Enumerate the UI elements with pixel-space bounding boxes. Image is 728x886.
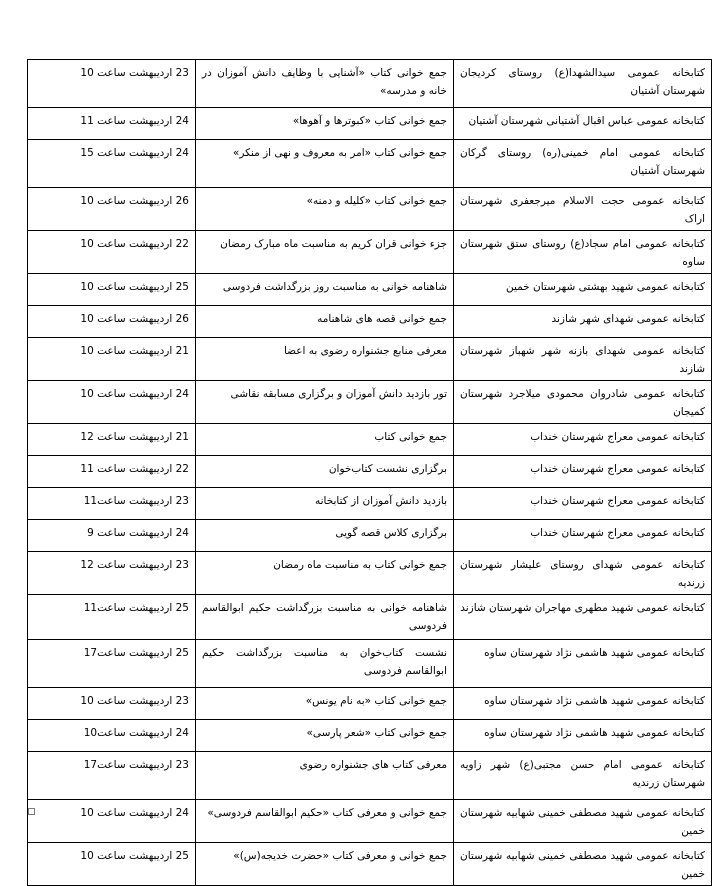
table-row xyxy=(28,488,712,520)
activity-cell: نشست کتاب‌خوان به مناسبت بزرگداشت حکیم ابوالقاسم فردوسی xyxy=(196,640,454,688)
library-cell: کتابخانه عمومی شهدای بازنه شهر شهباز شهرستان شازند xyxy=(454,338,712,381)
activity-cell: جمع خوانی قصه های شاهنامه xyxy=(196,306,454,338)
table-row xyxy=(28,188,712,231)
library-cell: کتابخانه عمومی سیدالشهدا(ع) روستای کردیجان شهرستان آشتیان xyxy=(454,60,712,108)
library-cell: کتابخانه عمومی شهید مصطفی خمینی شهابیه شهرستان خمین xyxy=(454,800,712,843)
date-cell: 24 اردیبهشت ساعت 10 xyxy=(28,381,196,424)
library-cell: کتابخانه عمومی شهید هاشمی نژاد شهرستان ساوه xyxy=(454,640,712,688)
date-cell: 23 اردیبهشت ساعت 10 xyxy=(28,688,196,720)
table-row xyxy=(28,274,712,306)
table-row xyxy=(28,108,712,140)
activity-cell: جمع خوانی کتاب «به نام یونس» xyxy=(196,688,454,720)
paragraph-mark-icon xyxy=(28,808,35,815)
date-cell: 25 اردیبهشت ساعت 10 xyxy=(28,274,196,306)
library-cell: کتابخانه عمومی شهید بهشتی شهرستان خمین xyxy=(454,274,712,306)
activity-cell: جمع خوانی و معرفی کتاب «حضرت خدیجه(س)» xyxy=(196,843,454,886)
library-cell: کتابخانه عمومی شهید هاشمی نژاد شهرستان ساوه xyxy=(454,720,712,752)
library-cell: کتابخانه عمومی شهید هاشمی نژاد شهرستان ساوه xyxy=(454,688,712,720)
library-cell: کتابخانه عمومی عباس اقبال آشتیانی شهرستان آشتیان xyxy=(454,108,712,140)
date-cell: 23 اردیبهشت ساعت 10 xyxy=(28,60,196,108)
table-row xyxy=(28,60,712,108)
table-row xyxy=(28,140,712,188)
library-cell: کتابخانه عمومی شهدای شهر شازند xyxy=(454,306,712,338)
table-row xyxy=(28,595,712,640)
date-cell: 23 اردیبهشت ساعت11 xyxy=(28,488,196,520)
date-cell: 22 اردیبهشت ساعت 10 xyxy=(28,231,196,274)
activity-cell: شاهنامه خوانی به مناسبت روز بزرگداشت فردوسی xyxy=(196,274,454,306)
activity-cell: بازدید دانش آموزان از کتابخانه xyxy=(196,488,454,520)
library-cell: کتابخانه عمومی شهید مصطفی خمینی شهابیه شهرستان خمین xyxy=(454,843,712,886)
activity-cell: جمع خوانی کتاب «کلیله و دمنه» xyxy=(196,188,454,231)
activity-cell: جمع خوانی کتاب «شعر پارسی» xyxy=(196,720,454,752)
table-row xyxy=(28,800,712,843)
activity-cell: شاهنامه خوانی به مناسبت بزرگداشت حکیم ابوالقاسم فردوسی xyxy=(196,595,454,640)
table-row xyxy=(28,338,712,381)
library-cell: کتابخانه عمومی امام حسن مجتبی(ع) شهر زاویه شهرستان زرندیه xyxy=(454,752,712,800)
table-row xyxy=(28,306,712,338)
activity-cell: برگزاری کلاس قصه گویی xyxy=(196,520,454,552)
table-row xyxy=(28,688,712,720)
activity-cell: جمع خوانی کتاب «کبوترها و آهوها» xyxy=(196,108,454,140)
library-cell: کتابخانه عمومی معراج شهرستان خنداب xyxy=(454,488,712,520)
activity-cell: تور بازدید دانش آموزان و برگزاری مسابقه نقاشی xyxy=(196,381,454,424)
activity-cell: معرفی کتاب های جشنواره رضوی xyxy=(196,752,454,800)
date-cell: 24 اردیبهشت ساعت 9 xyxy=(28,520,196,552)
date-cell: 23 اردیبهشت ساعت17 xyxy=(28,752,196,800)
library-cell: کتابخانه عمومی معراج شهرستان خنداب xyxy=(454,424,712,456)
date-cell: 24 اردیبهشت ساعت 15 xyxy=(28,140,196,188)
library-cell: کتابخانه عمومی امام خمینی(ره) روستای گرکان شهرستان آشتیان xyxy=(454,140,712,188)
library-cell: کتابخانه عمومی شهید مطهری مهاجران شهرستان شازند xyxy=(454,595,712,640)
date-cell: 21 اردیبهشت ساعت 10 xyxy=(28,338,196,381)
activity-cell: برگزاری نشست کتاب‌خوان xyxy=(196,456,454,488)
table-row xyxy=(28,520,712,552)
activity-cell: جزء خوانی قران کریم به مناسبت ماه مبارک رمضان xyxy=(196,231,454,274)
library-cell: کتابخانه عمومی معراج شهرستان خنداب xyxy=(454,456,712,488)
table-row xyxy=(28,424,712,456)
library-cell: کتابخانه عمومی معراج شهرستان خنداب xyxy=(454,520,712,552)
date-cell: 25 اردیبهشت ساعت11 xyxy=(28,595,196,640)
activity-cell: جمع خوانی و معرفی کتاب «حکیم ابوالقاسم فردوسی» xyxy=(196,800,454,843)
date-cell: 25 اردیبهشت ساعت17 xyxy=(28,640,196,688)
activity-cell: جمع خوانی کتاب به مناسبت ماه رمضان xyxy=(196,552,454,595)
library-cell: کتابخانه عمومی شهدای روستای علیشار شهرستان زرندیه xyxy=(454,552,712,595)
activity-cell: جمع خوانی کتاب xyxy=(196,424,454,456)
table-row xyxy=(28,552,712,595)
table-row xyxy=(28,752,712,800)
activity-cell: جمع خوانی کتاب «آشنایی با وظایف دانش آموزان در خانه و مدرسه» xyxy=(196,60,454,108)
date-cell: 26 اردیبهشت ساعت 10 xyxy=(28,188,196,231)
date-cell: 25 اردیبهشت ساعت 10 xyxy=(28,843,196,886)
date-cell: 22 اردیبهشت ساعت 11 xyxy=(28,456,196,488)
library-cell: کتابخانه عمومی شادروان محمودی میلاجرد شهرستان کمیجان xyxy=(454,381,712,424)
activity-cell: جمع خوانی کتاب «امر به معروف و نهی از منکر» xyxy=(196,140,454,188)
table-row xyxy=(28,456,712,488)
date-cell: 24 اردیبهشت ساعت 10 xyxy=(28,800,196,843)
table-row xyxy=(28,640,712,688)
events-table xyxy=(27,59,712,886)
library-cell: کتابخانه عمومی حجت الاسلام میرجعفری شهرستان اراک xyxy=(454,188,712,231)
table-row xyxy=(28,231,712,274)
table-row xyxy=(28,720,712,752)
library-cell: کتابخانه عمومی امام سجاد(ع) روستای ستق شهرستان ساوه xyxy=(454,231,712,274)
date-cell: 24 اردیبهشت ساعت10 xyxy=(28,720,196,752)
date-cell: 23 اردیبهشت ساعت 12 xyxy=(28,552,196,595)
table-row xyxy=(28,843,712,886)
date-cell: 21 اردیبهشت ساعت 12 xyxy=(28,424,196,456)
activity-cell: معرفی منابع جشنواره رضوی به اعضا xyxy=(196,338,454,381)
events-table-body xyxy=(28,60,712,886)
table-row xyxy=(28,381,712,424)
date-cell: 24 اردیبهشت ساعت 11 xyxy=(28,108,196,140)
date-cell: 26 اردیبهشت ساعت 10 xyxy=(28,306,196,338)
